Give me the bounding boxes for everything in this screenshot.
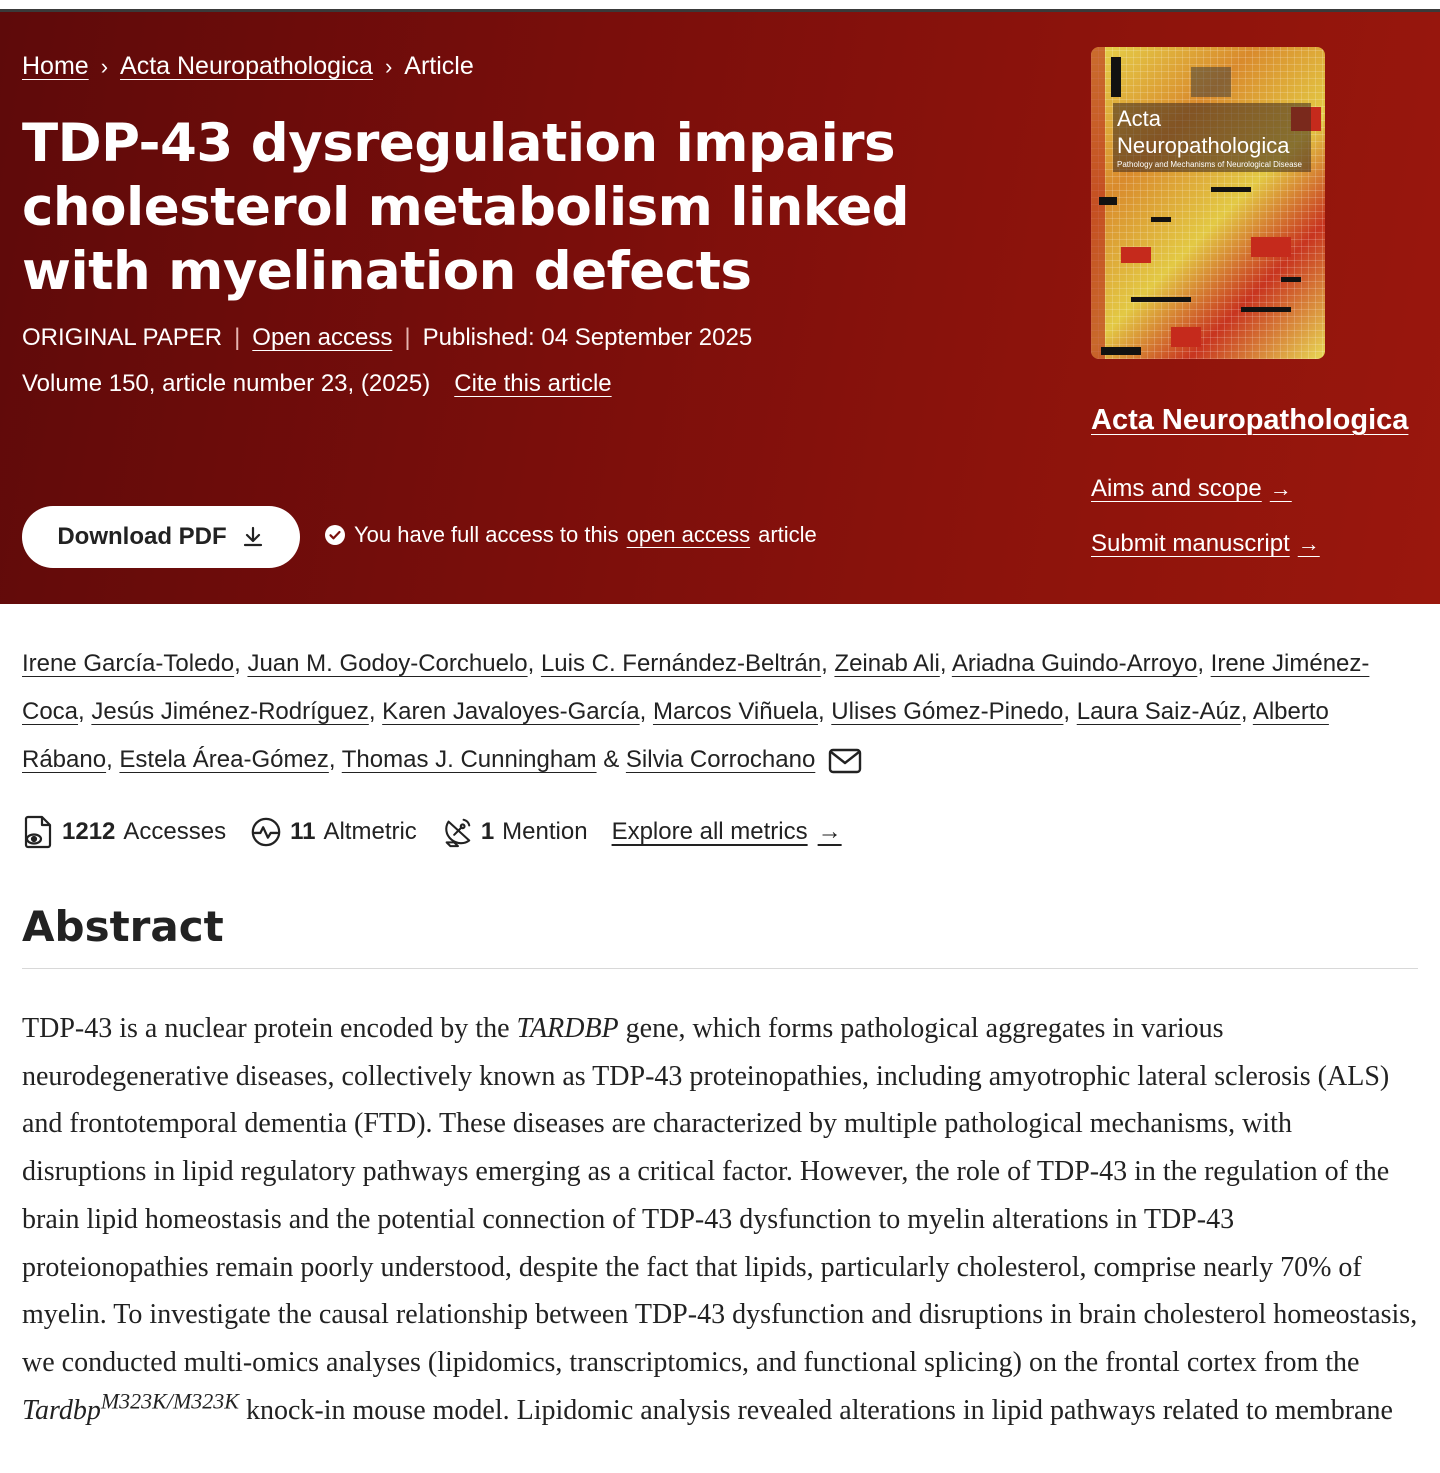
abstract-part-2: gene, which forms pathological aggregates in various neurodegenerative diseases, collectively known as TDP-43 proteinopathies, including amyotrophic lateral sclerosis (ALS) and frontotemporal dementia (FTD). These diseases are characterized by multiple pathological mechanisms, with disruptions in lipid regulatory pathways emerging as a critical factor. However, the role of TDP-43 in the regulation of the brain lipid homeostasis and the potential connection of TDP-43 dysfunction to myelin alterations in TDP-43 proteionopathies remain poorly understood, despite the fact that lipids, particularly cholesterol, comprise nearly 70% of myelin. To investigate the causal relationship between TDP-43 dysfunction and disruptions in brain cholesterol homeostasis, we conducted multi-omics analyses (lipidomics, transcriptomics, and functional splicing) on the frontal cortex from the bbox=[22, 1013, 1418, 1378]
author-link[interactable]: Thomas J. Cunningham bbox=[341, 746, 597, 773]
divider: | bbox=[234, 324, 241, 351]
altmetric-count: 11 bbox=[290, 818, 316, 845]
author-link[interactable]: Ulises Gómez-Pinedo bbox=[831, 698, 1064, 725]
article-type: ORIGINAL PAPER bbox=[22, 324, 223, 351]
author-link[interactable]: Laura Saiz-Aúz bbox=[1076, 698, 1241, 725]
accesses-label: Accesses bbox=[123, 818, 227, 845]
section-divider bbox=[22, 968, 1418, 969]
arrow-right-icon: → bbox=[817, 818, 842, 845]
chevron-right-icon: › bbox=[384, 53, 393, 79]
article-title: TDP-43 dysregulation impairs cholesterol metabolism linked with myelination defects bbox=[22, 113, 910, 302]
altmetric-metric bbox=[250, 815, 417, 849]
satellite-dish-icon bbox=[441, 815, 473, 849]
mention-label: Mention bbox=[502, 818, 588, 845]
arrow-right-icon: → bbox=[1269, 476, 1292, 501]
abstract-part-3: knock-in mouse model. Lipidomic analysis revealed alterations in lipid pathways related to membrane bbox=[238, 1394, 1393, 1426]
arrow-right-icon: → bbox=[1297, 531, 1320, 556]
download-pdf-button[interactable] bbox=[22, 506, 300, 568]
article-metrics bbox=[22, 815, 842, 849]
mouse-model-genotype: M323K/M323K bbox=[100, 1388, 239, 1414]
article-meta bbox=[22, 324, 752, 352]
breadcrumb-home[interactable]: Home bbox=[22, 52, 89, 80]
open-access-info-link[interactable]: open access bbox=[626, 522, 751, 547]
submit-manuscript-label: Submit manuscript bbox=[1091, 530, 1290, 557]
explore-metrics-link[interactable] bbox=[612, 818, 842, 846]
author-link[interactable]: Luis C. Fernández-Beltrán bbox=[540, 650, 822, 677]
accesses-metric bbox=[22, 815, 226, 849]
article-citation-meta bbox=[22, 370, 612, 398]
mail-icon[interactable] bbox=[828, 747, 862, 775]
accesses-icon bbox=[22, 815, 54, 849]
published-date: Published: 04 September 2025 bbox=[422, 324, 753, 351]
author-list: Irene García-Toledo, Juan M. Godoy-Corchuelo, Luis C. Fernández-Beltrán, Zeinab Ali, Ariadna Guindo-Arroyo, Irene Jiménez-Coca, Jesús Jiménez-Rodríguez, Karen Javaloyes-García, Marcos Viñuela, Ulises Gómez-Pinedo, Laura Saiz-Aúz, Alberto Rábano, Estela Área-Gómez, Thomas J. Cunningham & Silvia Corrochano bbox=[22, 650, 1370, 773]
altmetric-icon bbox=[250, 815, 282, 849]
journal-cover[interactable] bbox=[1091, 47, 1325, 359]
cover-title-line-1: Acta bbox=[1117, 106, 1162, 131]
download-pdf-label: Download PDF bbox=[57, 523, 227, 550]
article-header bbox=[0, 12, 1440, 604]
access-notice bbox=[324, 522, 817, 548]
top-border bbox=[0, 0, 1440, 12]
abstract-heading: Abstract bbox=[22, 902, 224, 951]
submit-manuscript-link[interactable] bbox=[1091, 530, 1320, 558]
abstract-text bbox=[22, 1005, 1422, 1434]
accesses-count: 1212 bbox=[62, 818, 116, 845]
author-link[interactable]: Irene García-Toledo bbox=[22, 650, 235, 677]
cite-article-link[interactable]: Cite this article bbox=[454, 370, 612, 397]
cover-title-line-2: Neuropathologica bbox=[1117, 133, 1290, 158]
breadcrumb bbox=[22, 52, 474, 81]
author-link[interactable]: Jesús Jiménez-Rodríguez bbox=[91, 698, 369, 725]
gene-name: TARDBP bbox=[516, 1013, 619, 1044]
author-link[interactable]: Estela Área-Gómez bbox=[119, 746, 329, 773]
abstract-part-1: TDP-43 is a nuclear protein encoded by the bbox=[22, 1013, 517, 1044]
access-suffix: article bbox=[758, 522, 817, 547]
volume-info: Volume 150, article number 23, (2025) bbox=[22, 370, 431, 397]
mention-count: 1 bbox=[480, 818, 495, 845]
access-prefix: You have full access to this bbox=[354, 522, 619, 547]
author-link[interactable]: Ariadna Guindo-Arroyo bbox=[951, 650, 1198, 677]
check-circle-icon bbox=[324, 524, 346, 546]
download-icon bbox=[241, 525, 265, 549]
author-link[interactable]: Silvia Corrochano bbox=[625, 746, 816, 773]
chevron-right-icon: › bbox=[100, 53, 109, 79]
mention-metric bbox=[441, 815, 588, 849]
author-link[interactable]: Zeinab Ali bbox=[834, 650, 940, 677]
author-link[interactable]: Juan M. Godoy-Corchuelo bbox=[247, 650, 528, 677]
breadcrumb-journal[interactable]: Acta Neuropathologica bbox=[120, 52, 373, 80]
author-link[interactable]: Marcos Viñuela bbox=[652, 698, 818, 725]
cover-artwork bbox=[1091, 47, 1325, 359]
journal-name-link[interactable]: Acta Neuropathologica bbox=[1091, 404, 1409, 436]
author-link[interactable]: Karen Javaloyes-García bbox=[382, 698, 640, 725]
author-link[interactable]: Alberto Rábano bbox=[22, 698, 1329, 773]
cover-title bbox=[1113, 103, 1311, 172]
breadcrumb-current: Article bbox=[404, 52, 474, 80]
cover-subtitle: Pathology and Mechanisms of Neurological Disease bbox=[1117, 160, 1302, 169]
author-link[interactable]: Irene Jiménez-Coca bbox=[22, 650, 1370, 725]
altmetric-label: Altmetric bbox=[323, 818, 417, 845]
mouse-model-name: Tardbp bbox=[22, 1394, 101, 1426]
divider: | bbox=[404, 324, 411, 351]
open-access-link[interactable]: Open access bbox=[252, 324, 393, 351]
explore-metrics-label: Explore all metrics bbox=[611, 818, 808, 845]
aims-scope-label: Aims and scope bbox=[1091, 475, 1262, 502]
aims-scope-link[interactable] bbox=[1091, 475, 1292, 503]
